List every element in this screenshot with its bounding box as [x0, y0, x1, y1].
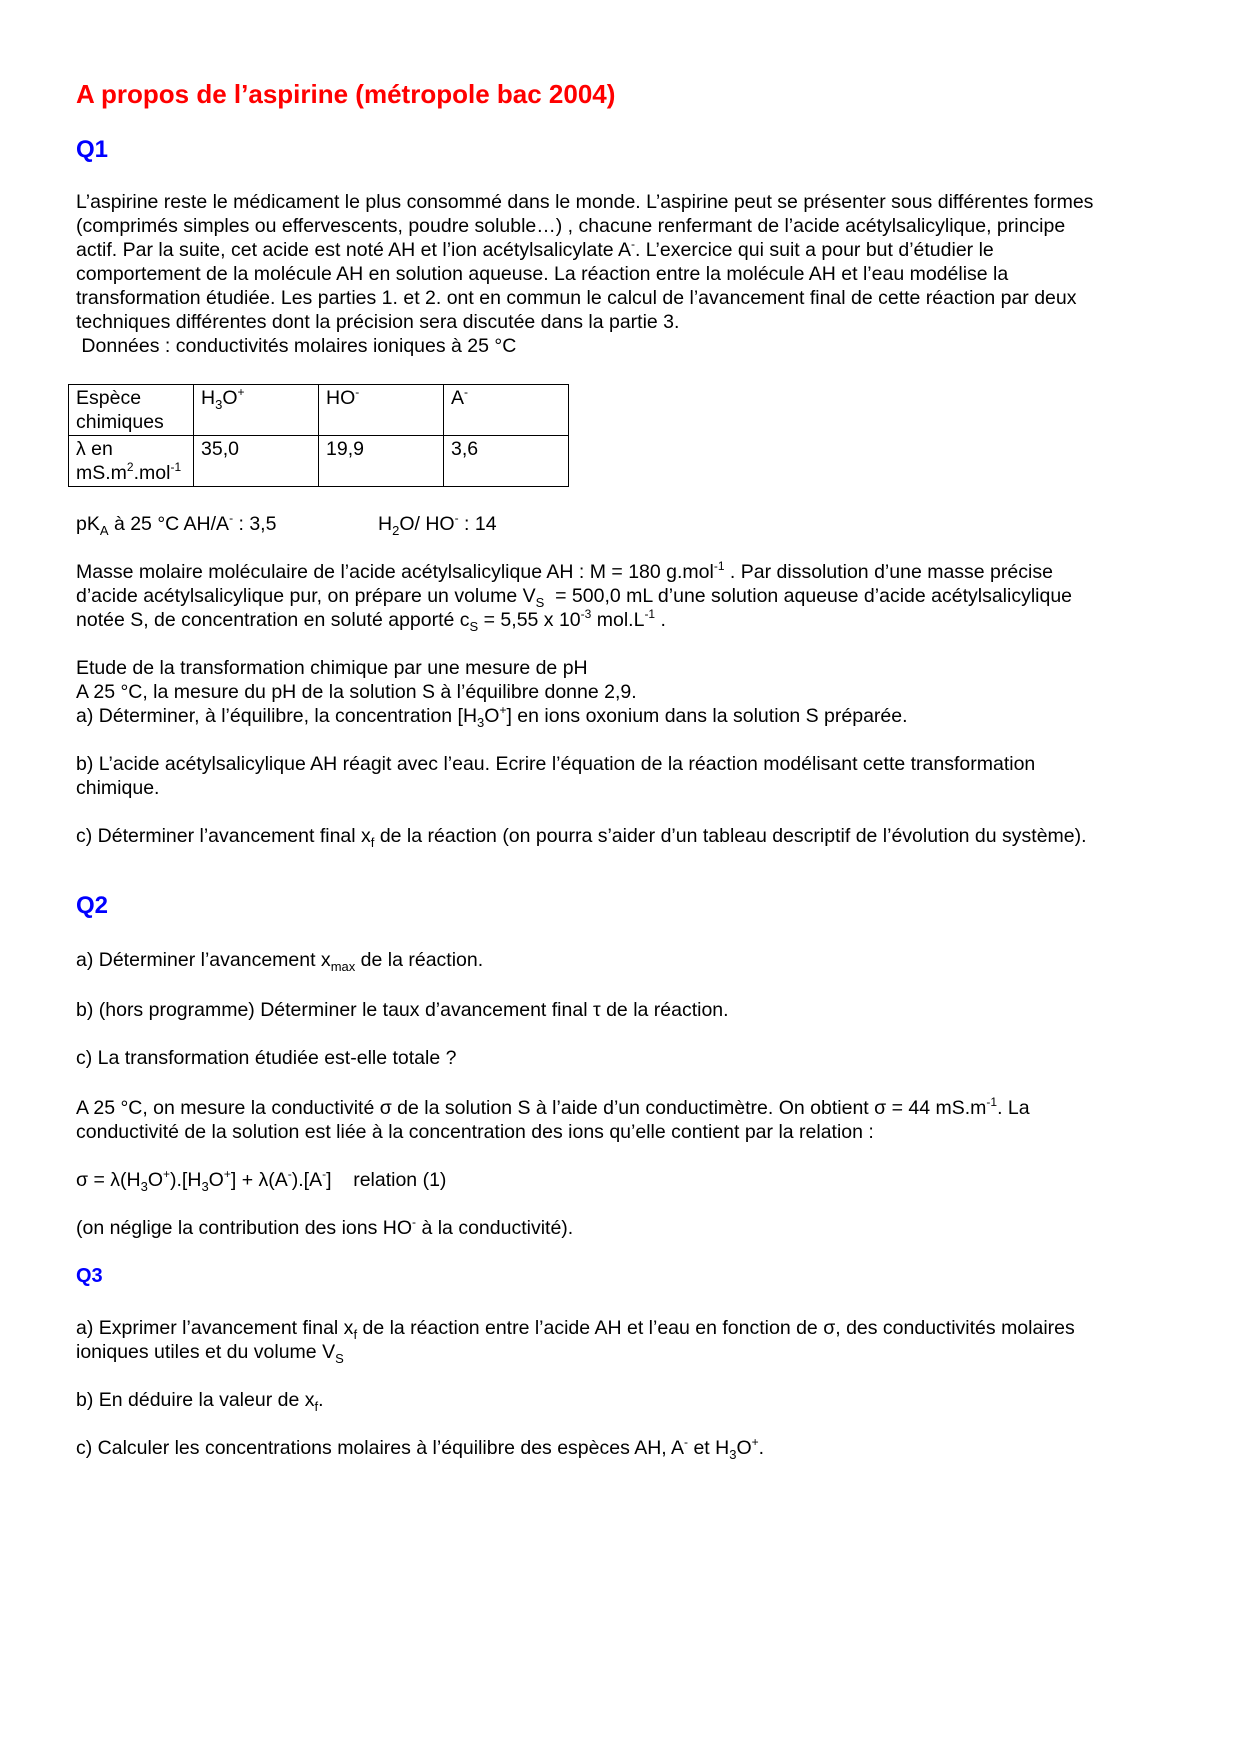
table-cell: $H_3O^+$ — [194, 385, 319, 436]
conductivity-table — [68, 384, 569, 487]
etude-line: A 25 °C, la mesure du pH de la solution S à l’équilibre donne 2,9. — [76, 681, 637, 703]
table-cell: 19,9 — [319, 436, 444, 487]
etude-line: Etude de la transformation chimique par une mesure de pH — [76, 657, 588, 679]
masse-line: d’acide acétylsalicylique pur, on prépare un volume $V_S = 500,0$ mL d’une solution aqueuse d’acide acétylsalicylique — [76, 585, 1073, 610]
masse-line: notée S, de concentration en soluté apporté $c_S = 5,55$ x $10^{-3}$ $mol.L^{-1}$ . — [76, 607, 666, 634]
q3-a-line: a) Exprimer l’avancement final $x_f$ de la réaction entre l’acide AH et l’eau en fonction de σ, des conductivités molaires — [76, 1317, 1075, 1342]
document-title: A propos de l’aspirine (métropole bac 2004) — [76, 79, 616, 109]
question-line: chimique. — [76, 777, 160, 799]
cond-line: A 25 °C, on mesure la conductivité σ de la solution S à l’aide d’un conductimètre. On obtient σ = 44 $mS.m^{-1}$. La — [76, 1095, 1030, 1119]
intro-line: transformation étudiée. Les parties 1. et 2. ont en commun le calcul de l’avancement final de cette réaction par deux — [76, 287, 1077, 309]
pka-water: $H_2O/$ HO- : 14 — [378, 511, 497, 538]
pka-line: $pK_A$ à 25 °C AH/A- : 3,5 — [76, 511, 277, 538]
note-line: (on néglige la contribution des ions HO- à la conductivité). — [76, 1215, 574, 1239]
q1-intro — [76, 190, 1186, 358]
table-cell: 3,6 — [444, 436, 569, 487]
table-cell: 35,0 — [194, 436, 319, 487]
q3-a-line: ioniques utiles et du volume $V_S$ — [76, 1341, 344, 1366]
q1-heading: Q1 — [76, 136, 109, 163]
question-b — [76, 752, 1186, 800]
table-cell: Espèce chimiques — [69, 385, 194, 436]
q3-c: c) Calculer les concentrations molaires à l’équilibre des espèces AH, A- et $H_3O^+$. — [76, 1435, 765, 1462]
relation-1: $\sigma = \lambda(H_3O^+).[H_3O^+] + \lambda(A^-).[A^-]$ relation (1) — [76, 1167, 447, 1194]
q2-heading: Q2 — [76, 892, 109, 919]
intro-line: actif. Par la suite, cet acide est noté AH et l’ion acétylsalicylate A-. L’exercice qui suit a pour but d’étudier le — [76, 237, 994, 261]
donnees-line: Données : conductivités molaires ioniques à 25 °C — [76, 335, 517, 357]
q2-b: b) (hors programme) Déterminer le taux d’avancement final τ de la réaction. — [76, 999, 729, 1021]
table-cell: HO- — [319, 385, 444, 436]
conductivity-paragraph — [76, 1096, 1186, 1144]
q2-a: a) Déterminer l’avancement $x_{max}$ de la réaction. — [76, 949, 484, 974]
table-cell: λ en $mS.m^2.mol^{-1}$ — [69, 436, 194, 487]
table-cell: A- — [444, 385, 569, 436]
q2-c: c) La transformation étudiée est-elle totale ? — [76, 1047, 457, 1069]
q3-b: b) En déduire la valeur de $x_f$. — [76, 1389, 324, 1414]
intro-line: (comprimés simples ou effervescents, poudre soluble…) , chacune renfermant de l’acide acétylsalicylique, principe — [76, 215, 1066, 237]
question-line: b) L’acide acétylsalicylique AH réagit avec l’eau. Ecrire l’équation de la réaction modélisant cette transformation — [76, 753, 1036, 775]
intro-line: techniques différentes dont la précision sera discutée dans la partie 3. — [76, 311, 680, 333]
cond-line: conductivité de la solution est liée à la concentration des ions qu’elle contient par la relation : — [76, 1121, 874, 1143]
q3-a — [76, 1316, 1186, 1364]
question-c: c) Déterminer l’avancement final $x_f$ de la réaction (on pourra s’aider d’un tableau descriptif de l’évolution du système). — [76, 825, 1087, 850]
intro-line: L’aspirine reste le médicament le plus consommé dans le monde. L’aspirine peut se présenter sous différentes formes — [76, 191, 1094, 213]
question-a: a) Déterminer, à l’équilibre, la concentration $[H_3O^+]$ en ions oxonium dans la solution S préparée. — [76, 703, 908, 730]
etude-paragraph — [76, 656, 1186, 728]
masse-line: Masse molaire moléculaire de l’acide acétylsalicylique AH : M = 180 g.mol$^{-1}$ . Par dissolution d’une masse précise — [76, 559, 1053, 583]
table-row — [69, 385, 569, 436]
q3-heading: Q3 — [76, 1265, 103, 1287]
intro-line: comportement de la molécule AH en solution aqueuse. La réaction entre la molécule AH et l’eau modélise la — [76, 263, 1009, 285]
table-row — [69, 436, 569, 487]
masse-paragraph — [76, 560, 1186, 632]
